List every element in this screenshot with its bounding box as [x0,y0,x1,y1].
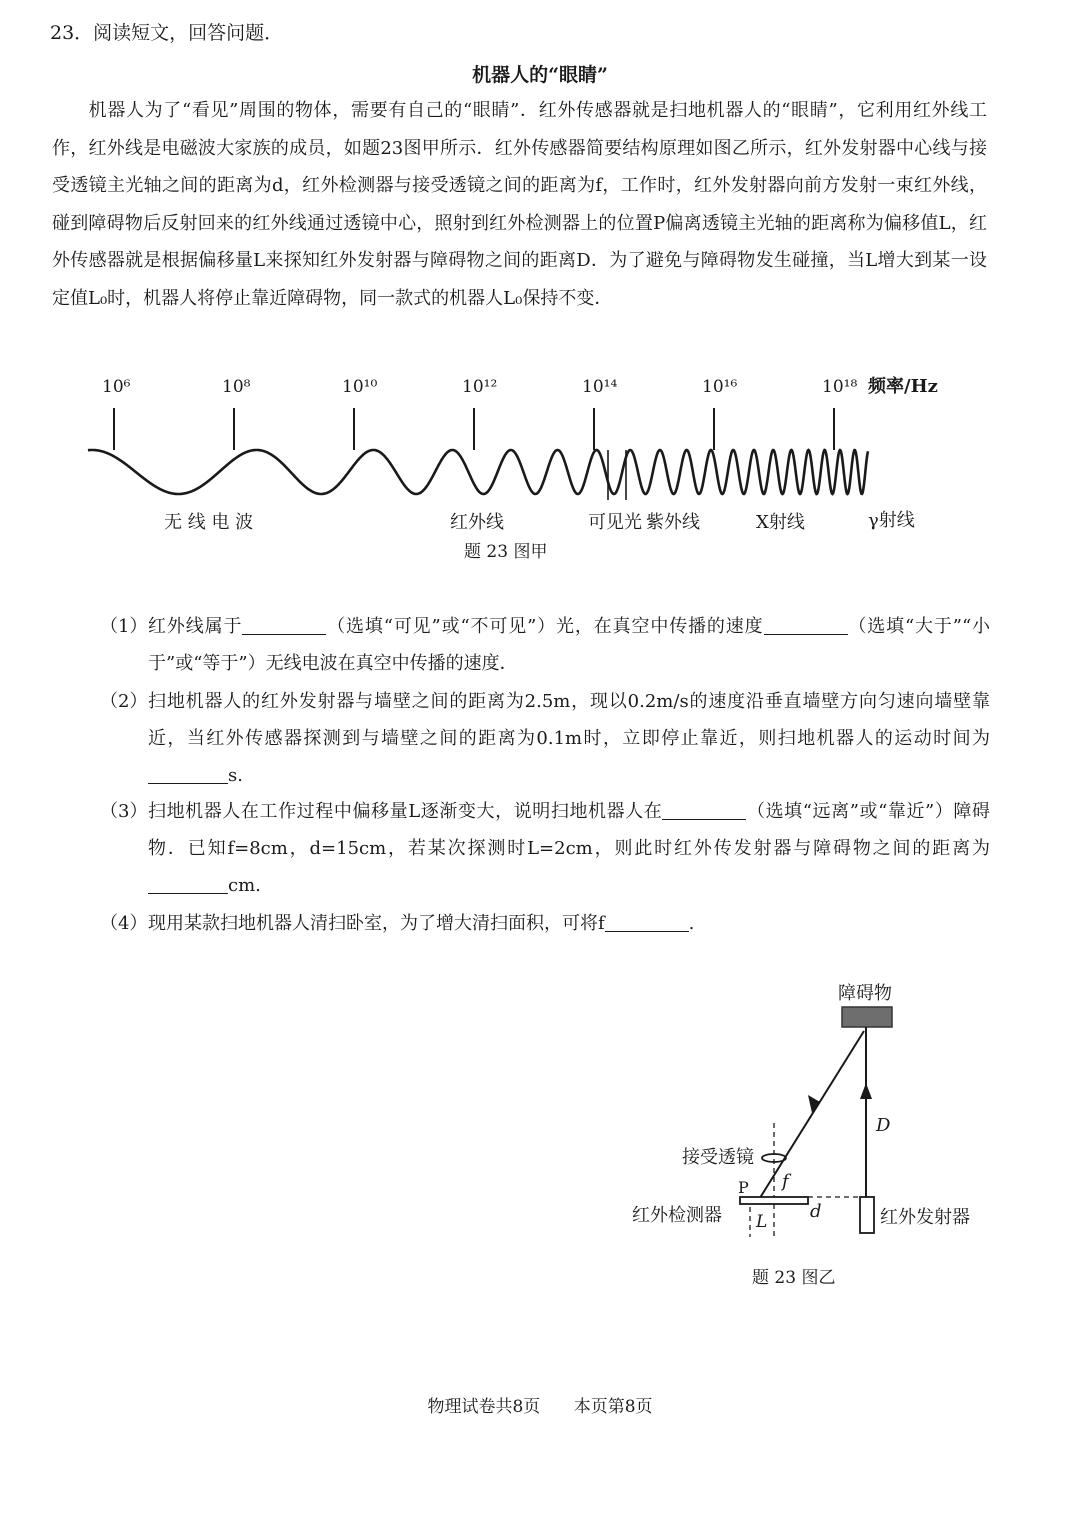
lens-label: 接受透镜 [682,1147,754,1168]
distance-D-label: D [876,1115,891,1136]
frequency-tick-label-4: 10¹⁴ [582,377,618,397]
spectrum-wave [88,450,868,494]
question-2 [100,683,990,794]
q4-text-b: . [688,913,695,934]
q3-text-b: （选填“远离”或“靠近”）障碍物．已知f=8cm，d=15cm，若某次探测时L=2cm，则此时红外传发射器与障碍物之间的距离为 [148,801,991,859]
point-P-label: P [738,1178,749,1197]
q4-text-a: 现用某款扫地机器人清扫卧室，为了增大清扫面积，可将f [148,913,605,934]
question-4 [100,905,990,942]
obstacle-block [842,1007,892,1027]
q1-blank-1[interactable] [242,612,326,635]
q3-text-a: 扫地机器人在工作过程中偏移量L逐渐变大，说明扫地机器人在 [148,801,663,822]
band-radio: 无 线 电 波 [164,512,254,533]
frequency-tick-label-0: 10⁶ [102,377,131,397]
frequency-tick-label-2: 10¹⁰ [342,377,378,397]
band-visible: 可见光 [588,512,642,533]
q3-blank-1[interactable] [662,797,746,820]
offset-L-label: L [756,1212,768,1232]
band-ultraviolet: 紫外线 [646,512,700,533]
article-title: 机器人的“眼睛” [472,64,608,86]
q4-blank-1[interactable] [605,909,689,932]
footer-total-pages: 物理试卷共8页 [427,1397,541,1417]
distance-d-label: d [810,1201,822,1222]
frequency-axis-label: 频率/Hz [868,376,938,397]
q1-text-b: （选填“可见”或“不可见”）光，在真空中传播的速度 [326,616,764,637]
article-paragraph [52,92,987,317]
emitter-beam-arrow-icon [860,1083,872,1099]
question-4-number: （4） [100,913,148,934]
infrared-detector [740,1197,808,1204]
detector-label: 红外检测器 [632,1205,722,1226]
q1-text-a: 红外线属于 [148,616,243,637]
figure-sensor [620,975,1020,1295]
focal-f-label: f [782,1171,789,1192]
page-footer [0,1392,1080,1417]
band-xray: X射线 [756,512,805,533]
frequency-tick-label-3: 10¹² [462,377,498,397]
q2-blank-1[interactable] [148,761,228,784]
figure-b-caption: 题 23 图乙 [752,1268,836,1288]
emitter-label: 红外发射器 [880,1207,970,1228]
question-1 [100,608,990,682]
frequency-tick-label-1: 10⁸ [222,377,251,397]
q3-blank-2[interactable] [148,871,228,894]
q2-text-a: 扫地机器人的红外发射器与墙壁之间的距离为2.5m，现以0.2m/s的速度沿垂直墙壁方向匀速向墙壁靠近，当红外传感器探测到与墙壁之间的距离为0.1m时，立即停止靠近，则扫地机器人的运动时间为 [148,691,990,749]
figure-spectrum [60,368,1020,578]
question-2-number: （2） [100,691,148,712]
article-text: 机器人为了“看见”周围的物体，需要有自己的“眼睛”．红外传感器就是扫地机器人的“眼睛”，它利用红外线工作，红外线是电磁波大家族的成员，如题23图甲所示．红外传感器简要结构原理如图乙所示，红外发射器中心线与接受透镜主光轴之间的距离为d，红外检测器与接受透镜之间的距离为f，工作时，红外发射器向前方发射一束红外线，碰到障碍物后反射回来的红外线通过透镜中心，照射到红外检测器上的位置P偏离透镜主光轴的距离称为偏移值L，红外传感器就是根据偏移量L来探知红外发射器与障碍物之间的距离D．为了避免与障碍物发生碰撞，当L增大到某一设定值L₀时，机器人将停止靠近障碍物，同一款式的机器人L₀保持不变． [52,100,987,309]
frequency-ticks [102,377,857,500]
frequency-tick-label-5: 10¹⁶ [702,377,738,397]
question-3-number: （3） [100,801,148,822]
q1-blank-2[interactable] [764,612,848,635]
q3-text-c: cm. [228,875,261,896]
band-infrared: 红外线 [450,512,504,533]
footer-current-page: 本页第8页 [573,1397,653,1417]
reflected-beam [758,1031,864,1201]
infrared-emitter [860,1197,874,1233]
frequency-tick-label-6: 10¹⁸ [822,377,858,397]
q1-text-c: （选填“大于”“小于”或“等于”）无线电波在真空中传播的速度． [148,616,991,674]
question-number: 23．阅读短文，回答问题． [50,22,284,44]
band-gamma: γ射线 [868,510,915,531]
question-3 [100,793,990,904]
q2-text-b: s. [228,765,243,786]
obstacle-label: 障碍物 [838,983,892,1004]
figure-a-caption: 题 23 图甲 [464,542,548,562]
question-1-number: （1） [100,616,148,637]
